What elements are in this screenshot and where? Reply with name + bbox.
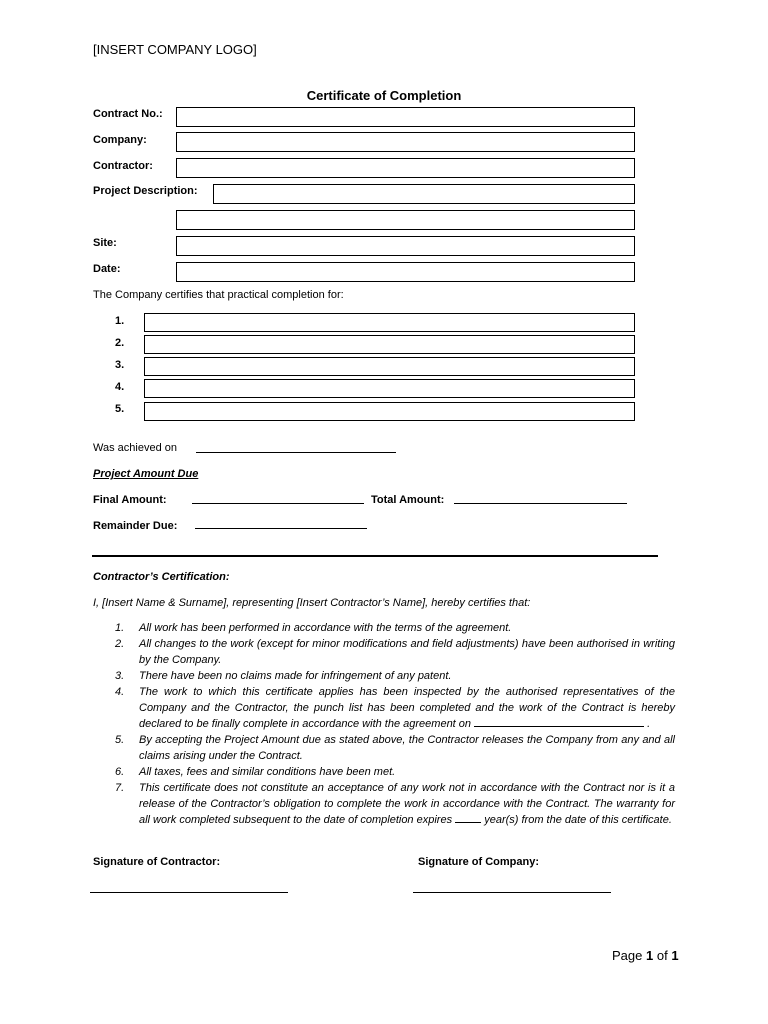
completion-item-field[interactable] [144,335,635,354]
contractor-label: Contractor: [93,160,153,172]
company-signature-label: Signature of Company: [418,856,540,868]
site-label: Site: [93,237,117,249]
completion-item-number: 4. [115,381,125,393]
warranty-years-line[interactable] [455,812,481,823]
company-signature-line[interactable] [413,892,611,893]
list-item: 4. The work to which this certificate applies has been inspected by the authorised representatives of the Company and the Contractor, the punch list has been completed and the work of the Contract is hereby declared to be finally complete in accordance with the agreement on . [115,686,675,730]
completion-item-field[interactable] [144,402,635,421]
date-label: Date: [93,263,121,275]
contractor-field[interactable] [176,158,635,178]
completion-item-field[interactable] [144,357,635,376]
achieved-on-label: Was achieved on [93,442,177,454]
section-divider [92,555,658,557]
contractor-signature-line[interactable] [90,892,288,893]
completion-date-line[interactable] [474,716,644,727]
completion-item-number: 2. [115,337,125,349]
certifies-text: The Company certifies that practical completion for: [93,289,344,301]
total-amount-label: Total Amount: [371,494,445,506]
site-field[interactable] [176,236,635,256]
completion-item-number: 1. [115,315,125,327]
list-item: 6. All taxes, fees and similar conditions have been met. [115,766,396,778]
list-item: 1. All work has been performed in accordance with the terms of the agreement. [115,622,512,634]
project-description-field-2[interactable] [176,210,635,230]
contractor-signature-label: Signature of Contractor: [93,856,221,868]
completion-item-field[interactable] [144,379,635,398]
contractor-certification-heading: Contractor’s Certification: [93,571,230,583]
achieved-on-line[interactable] [196,452,396,453]
contract-no-label: Contract No.: [93,108,163,120]
completion-item-number: 3. [115,359,125,371]
certification-intro: I, [Insert Name & Surname], representing [Insert Contractor’s Name], hereby certifies that: [93,597,531,609]
final-amount-label: Final Amount: [93,494,167,506]
company-logo-placeholder: [INSERT COMPANY LOGO] [93,42,257,57]
final-amount-line[interactable] [192,503,364,504]
project-description-field[interactable] [213,184,635,204]
list-item: 3. There have been no claims made for infringement of any patent. [115,670,452,682]
completion-item-field[interactable] [144,313,635,332]
list-item: 5. By accepting the Project Amount due as stated above, the Contractor releases the Company from any and all claims arising under the Contract. [115,734,675,762]
total-amount-line[interactable] [454,503,627,504]
project-amount-heading: Project Amount Due [93,468,199,480]
contract-no-field[interactable] [176,107,635,127]
certification-terms-list [93,620,675,828]
remainder-due-line[interactable] [195,528,367,529]
list-item: 2. All changes to the work (except for minor modifications and field adjustments) have been authorised in writing by the Company. [115,638,675,666]
list-item: 7. This certificate does not constitute an acceptance of any work not in accordance with the Contract nor is it a release of the Contractor’s obligation to complete the work in accordance with the Contract. The warranty for all work completed subsequent to the date of completion expires year(s) from the date of this certificate. [115,782,675,826]
completion-item-number: 5. [115,403,125,415]
page-title: Certificate of Completion [306,88,462,103]
date-field[interactable] [176,262,635,282]
remainder-due-label: Remainder Due: [93,520,178,532]
page-number: Page 1 of 1 [612,948,679,963]
company-label: Company: [93,134,147,146]
project-description-label: Project Description: [93,185,198,197]
company-field[interactable] [176,132,635,152]
